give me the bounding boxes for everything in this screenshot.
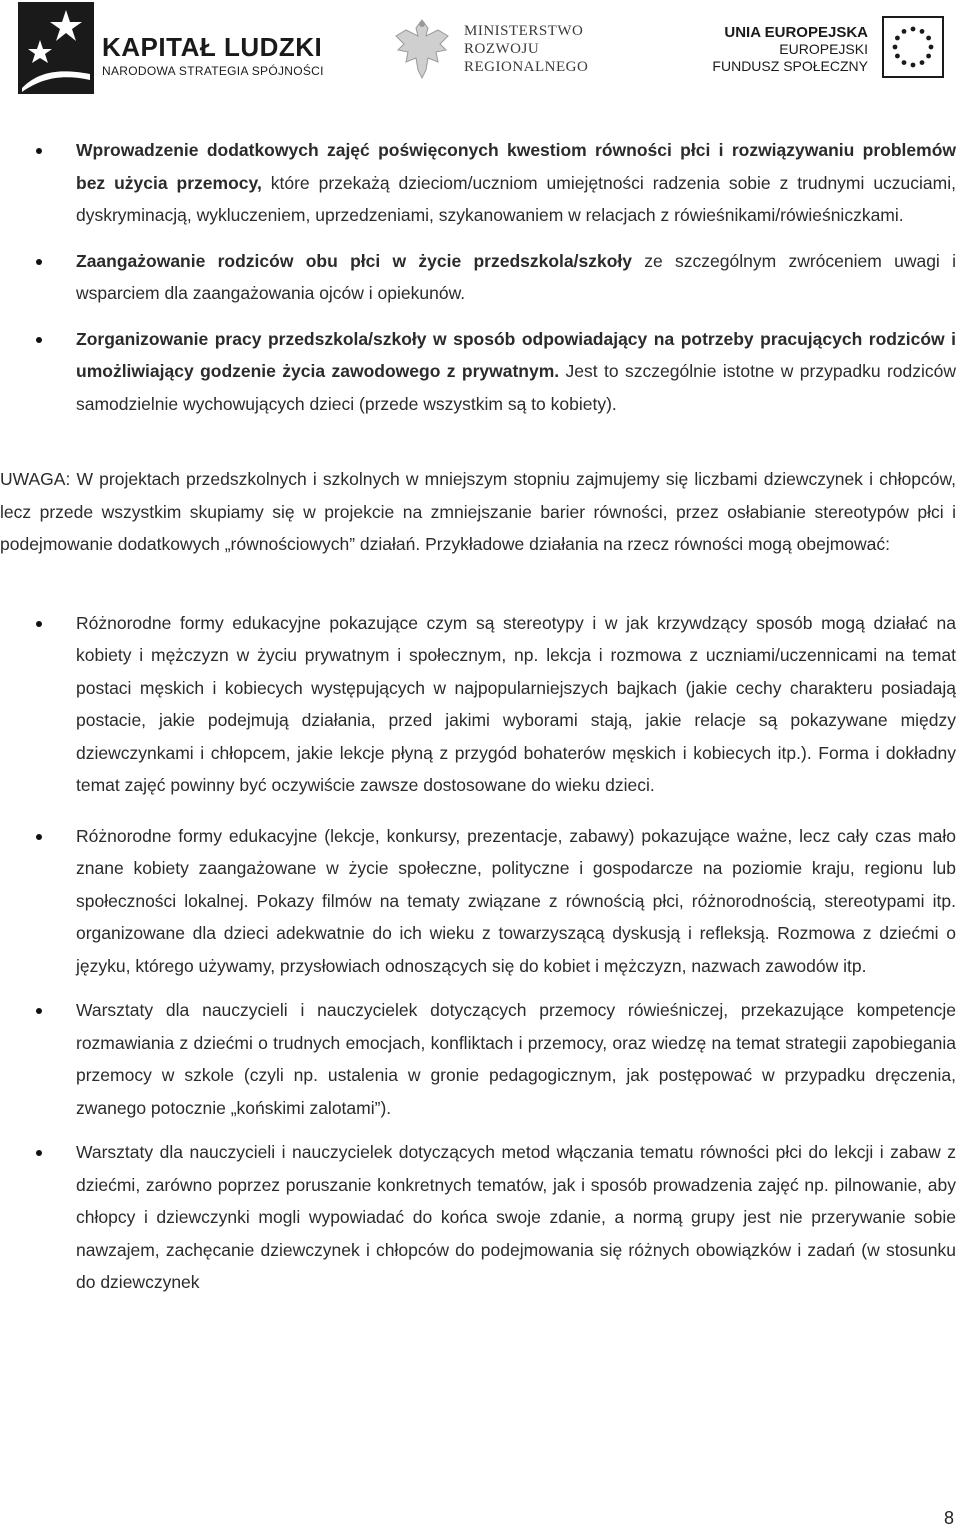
ministry-line-3: REGIONALNEGO [464,59,589,75]
bullet-icon [36,1150,42,1156]
ministry-logo [392,14,612,84]
list-item [0,134,956,232]
bullet-icon [36,337,42,343]
eu-star-icon [926,54,931,59]
bullet-icon [36,834,42,840]
bullet-icon [36,621,42,627]
bullet-icon [36,1008,42,1014]
eu-star-icon [893,45,898,50]
eu-star-icon [926,36,931,41]
list-item [0,245,956,310]
note-text: : W projektach przedszkolnych i szkolnych w mniejszym stopniu zajmujemy się liczbami dziewczynek i chłopców, lecz przede wszystkim skupiamy się w projekcie na zmniejszanie barier równości, przez osłabianie stereotypów płci i podejmowanie dodatkowych „równościowych” działań. Przykładowe działania na rzecz równości mogą obejmować: [0,469,956,554]
eu-flag-icon [882,16,944,78]
ministry-line-2: ROZWOJU [464,41,540,57]
kapital-ludzki-subtitle: NARODOWA STRATEGIA SPÓJNOŚCI [102,64,324,78]
eu-star-icon [911,63,916,68]
list-item-text: Warsztaty dla nauczycieli i nauczycielek dotyczących metod włączania tematu równości płci do lekcji i zabaw z dziećmi, zarówno poprzez poruszanie konkretnych tematów, jak i sposób prowadzenia zajęć np. pilnowanie, aby chłopcy i dziewczynki mogli wypowiadać do końca swoje zdanie, a normą grupy jest nie przerywanie sobie nawzajem, zachęcanie dziewczynek i chłopców do podejmowania się różnych obowiązków i zadań (w stosunku do dziewczynek [76,1142,956,1292]
eu-line-3: FUNDUSZ SPOŁECZNY [712,58,868,74]
list-item-bold: Wprowadzenie dodatkowych zajęć poświęconych kwestiom równości płci i rozwiązywaniu problemów bez użycia przemocy, [76,140,956,193]
list-item-text: które przekażą dzieciom/uczniom umiejętności radzenia sobie z trudnymi uczuciami, dyskryminacją, wykluczeniem, uprzedzeniami, szykanowaniem w relacjach z rówieśnikami/rówieśniczkami. [76,172,956,225]
note-paragraph [0,463,956,561]
list-item-bold: Zaangażowanie rodziców obu płci w życie przedszkola/szkoły [76,250,632,271]
page-number: 8 [943,1508,954,1528]
bullet-icon [36,259,42,265]
note-label: UWAGA [0,469,66,489]
list-item [0,1136,956,1299]
list-item [0,994,956,1124]
stars-icon [18,2,94,94]
kapital-ludzki-logo [18,2,328,94]
eu-star-icon [895,54,900,59]
kapital-ludzki-title: KAPITAŁ LUDZKI [102,32,323,62]
eu-star-icon [920,29,925,34]
eu-star-icon [911,27,916,32]
eu-logo [688,14,944,82]
list-item [0,323,956,421]
eu-star-icon [929,45,934,50]
eu-line-2: EUROPEJSKI [779,41,868,57]
list-item [0,820,956,983]
eu-star-icon [902,60,907,65]
list-item-text: Warsztaty dla nauczycieli i nauczycielek dotyczących przemocy rówieśniczej, przekazujące kompetencje rozmawiania z dziećmi o trudnych emocjach, konfliktach i przemocy, oraz wiedzę na temat strategii zapobiegania przemocy w szkole (czyli np. ustalenia w gronie pedagogicznym, jak postępować w przypadku dręczenia, zwanego potocznie „końskimi zalotami”). [76,1000,956,1118]
kapital-ludzki-emblem [18,2,94,94]
eu-name [712,24,868,75]
eagle-emblem-icon [392,14,452,84]
list-item-text: ze szczególnym zwróceniem uwagi i wsparciem dla zaangażowania ojców i opiekunów. [76,250,956,303]
list-item-bold: Zorganizowanie pracy przedszkola/szkoły w sposób odpowiadający na potrzeby pracujących rodziców i umożliwiający godzenie życia zawodowego z prywatnym. [76,328,956,381]
eu-star-icon [902,29,907,34]
list-item-text: Jest to szczególnie istotne w przypadku rodziców samodzielnie wychowujących dzieci (przede wszystkim są to kobiety). [76,361,956,414]
eu-star-icon [920,60,925,65]
list-item-text: Różnorodne formy edukacyjne (lekcje, konkursy, prezentacje, zabawy) pokazujące ważne, lecz cały czas mało znane kobiety zaangażowane w życie społeczne, polityczne i gospodarcze na poziomie kraju, regionu lub społeczności lokalnej. Pokazy filmów na tematy związane z równością płci, różnorodnością, stereotypami itp. organizowane dla dzieci adekwatnie do ich wieku z towarzyszącą dyskusją i refleksją. Rozmowa z dziećmi o języku, którego używamy, przysłowiach odnoszących się do kobiet i mężczyzn, nazwach zawodów itp. [76,825,956,976]
ministry-name [464,22,588,76]
eu-line-1: UNIA EUROPEJSKA [724,24,868,41]
list-item [0,607,956,802]
eu-star-icon [895,36,900,41]
document-body [0,134,956,1299]
page-header [0,0,960,100]
bullet-icon [36,148,42,154]
list-item-text: Różnorodne formy edukacyjne pokazujące czym są stereotypy i w jak krzywdzący sposób mogą działać na kobiety i mężczyzn w życiu prywatnym i społecznym, np. lekcja i rozmowa z uczniami/uczennicami na temat postaci męskich i kobiecych występujących w najpopularniejszych bajkach (jakie cechy charakteru posiadają postacie, jakie podejmują działania, przed jakimi wyborami stają, jakie relacje są pokazywane między dziewczynkami i chłopcem, jakie lekcje płyną z przygód bohaterów męskich i kobiecych itp.). Forma i dokładny temat zajęć powinny być oczywiście zawsze dostosowane do wieku dzieci. [76,612,956,795]
ministry-line-1: MINISTERSTWO [464,23,584,39]
